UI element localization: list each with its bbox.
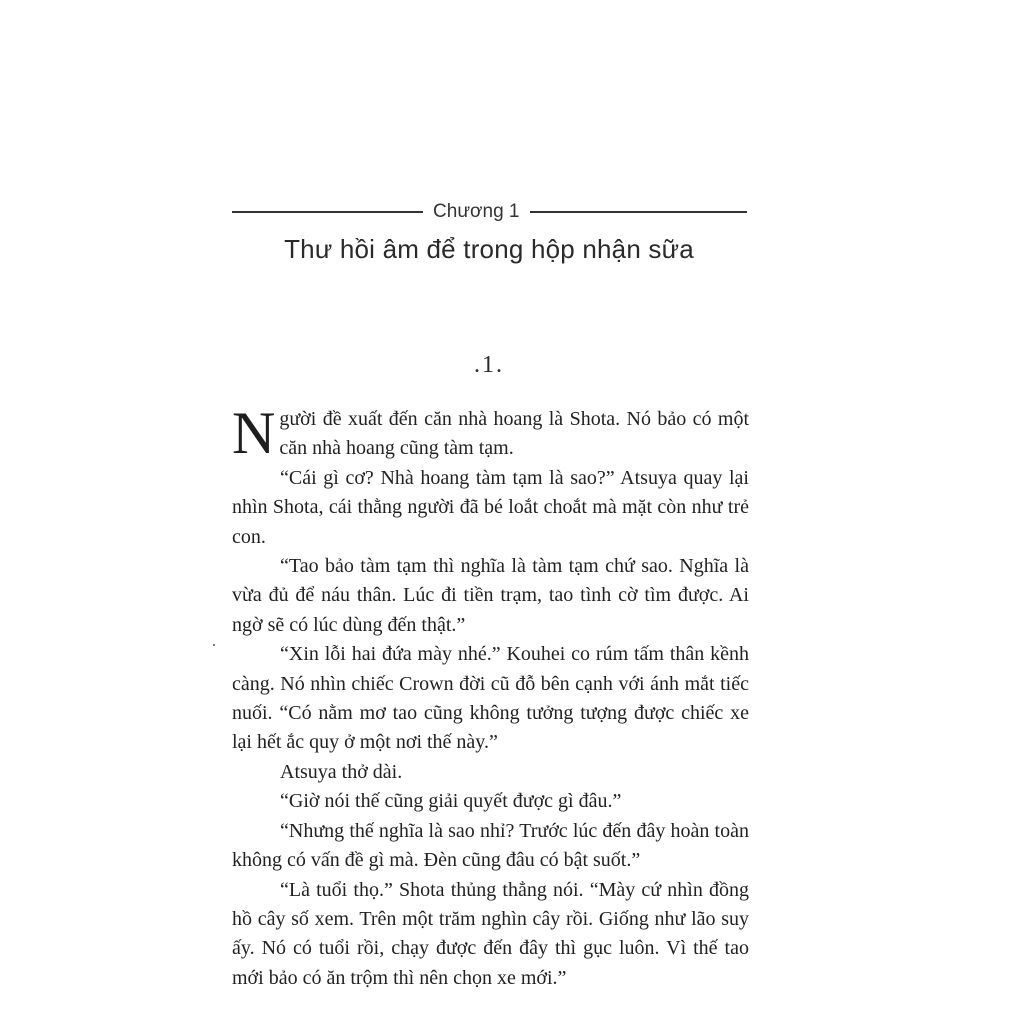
paragraph: “Nhưng thế nghĩa là sao nhỉ? Trước lúc đến đây hoàn toàn không có vấn đề gì mà. Đèn cũng đâu có bật suốt.” [232,819,749,872]
right-rule [530,211,748,213]
chapter-heading [232,199,747,225]
paragraph: Atsuya thở dài. [280,760,403,783]
drop-cap: N [232,400,276,466]
paragraph-text: gười đề xuất đến căn nhà hoang là Shota. Nó bảo có một căn nhà hoang cũng tàm tạm. [279,408,749,460]
chapter-label: Chương 1 [433,201,520,222]
left-rule [232,211,423,213]
chapter-title: Thư hồi âm để trong hộp nhận sữa [284,234,694,264]
paragraph: “Cái gì cơ? Nhà hoang tàm tạm là sao?” Atsuya quay lại nhìn Shota, cái thằng người đã bé loắt choắt mà mặt còn như trẻ con. [232,466,749,548]
paragraph: “Là tuổi thọ.” Shota thủng thẳng nói. “Mày cứ nhìn đồng hồ cây số xem. Trên một trăm nghìn cây rồi. Giống như lão suy ấy. Nó có tuổi rồi, chạy được đến đây thì gục luôn. Vì thế tao mới bảo có ăn trộm thì nên chọn xe mới.” [232,878,749,989]
stray-mark [213,644,215,646]
paragraph: “Giờ nói thế cũng giải quyết được gì đâu.” [280,790,622,813]
section-number: .1. [474,352,504,378]
paragraph: “Tao bảo tàm tạm thì nghĩa là tàm tạm chứ sao. Nghĩa là vừa đủ để náu thân. Lúc đi tiền trạm, tao tình cờ tìm được. Ai ngờ sẽ có lúc dùng đến thật.” [232,555,749,636]
paragraph [232,400,749,466]
paragraph: “Xin lỗi hai đứa mày nhé.” Kouhei co rúm tấm thân kềnh càng. Nó nhìn chiếc Crown đời cũ đỗ bên cạnh với ánh mắt tiếc nuối. “Có nằm mơ tao cũng không tưởng tượng được chiếc xe lại hết ắc quy ở một nơi thế này.” [232,643,749,754]
body-text [232,400,749,993]
